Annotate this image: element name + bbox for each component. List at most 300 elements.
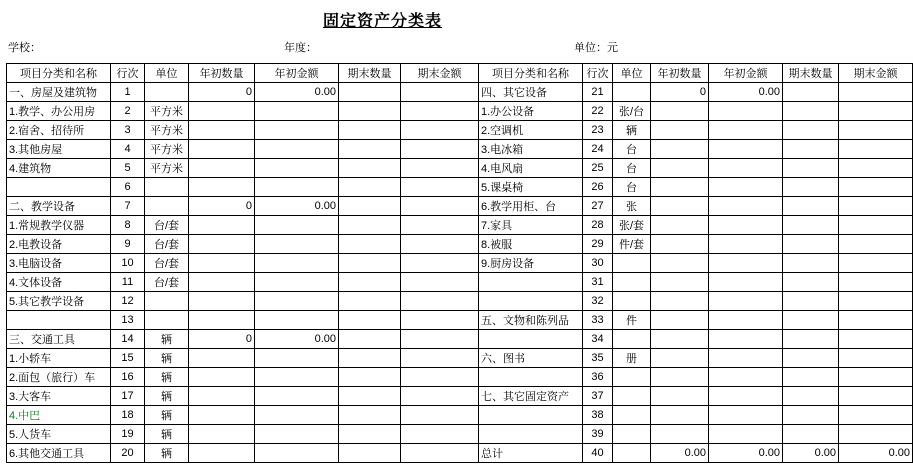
- cell-left-qty-begin[interactable]: [189, 102, 255, 121]
- cell-right-name[interactable]: 3.电冰箱: [479, 140, 583, 159]
- cell-right-unit[interactable]: 件/套: [613, 235, 651, 254]
- cell-left-unit[interactable]: 台/套: [145, 273, 189, 292]
- cell-right-amount-end[interactable]: [839, 273, 913, 292]
- cell-left-qty-begin[interactable]: [189, 311, 255, 330]
- cell-right-amount-begin[interactable]: [709, 406, 783, 425]
- cell-right-qty-begin[interactable]: [651, 349, 709, 368]
- cell-left-qty-end[interactable]: [339, 444, 401, 463]
- cell-left-unit[interactable]: [145, 83, 189, 102]
- cell-right-rank[interactable]: 28: [583, 216, 613, 235]
- cell-left-amount-end[interactable]: [401, 197, 479, 216]
- cell-right-name[interactable]: [479, 330, 583, 349]
- cell-right-amount-end[interactable]: [839, 140, 913, 159]
- cell-right-unit[interactable]: [613, 292, 651, 311]
- cell-left-amount-begin[interactable]: [255, 178, 339, 197]
- cell-right-qty-begin[interactable]: [651, 140, 709, 159]
- cell-right-qty-end[interactable]: [783, 406, 839, 425]
- cell-left-rank[interactable]: 9: [111, 235, 145, 254]
- cell-left-name[interactable]: 1.教学、办公用房: [7, 102, 111, 121]
- cell-left-unit[interactable]: 平方米: [145, 159, 189, 178]
- cell-left-qty-begin[interactable]: [189, 254, 255, 273]
- cell-left-rank[interactable]: 10: [111, 254, 145, 273]
- cell-left-amount-end[interactable]: [401, 292, 479, 311]
- cell-left-amount-end[interactable]: [401, 387, 479, 406]
- cell-right-unit[interactable]: 件: [613, 311, 651, 330]
- cell-left-amount-end[interactable]: [401, 273, 479, 292]
- cell-right-name[interactable]: 总计: [479, 444, 583, 463]
- cell-right-amount-end[interactable]: [839, 178, 913, 197]
- cell-right-amount-end[interactable]: [839, 121, 913, 140]
- cell-left-unit[interactable]: 辆: [145, 368, 189, 387]
- cell-right-amount-begin[interactable]: [709, 311, 783, 330]
- cell-left-unit[interactable]: 台/套: [145, 216, 189, 235]
- cell-left-amount-begin[interactable]: [255, 235, 339, 254]
- cell-left-qty-begin[interactable]: [189, 425, 255, 444]
- cell-right-amount-begin[interactable]: [709, 121, 783, 140]
- cell-left-name[interactable]: [7, 178, 111, 197]
- cell-right-rank[interactable]: 33: [583, 311, 613, 330]
- cell-right-name[interactable]: 六、图书: [479, 349, 583, 368]
- cell-right-qty-begin[interactable]: [651, 197, 709, 216]
- cell-left-qty-end[interactable]: [339, 235, 401, 254]
- cell-right-qty-end[interactable]: [783, 140, 839, 159]
- fixed-assets-table: [6, 63, 913, 463]
- cell-right-amount-end[interactable]: [839, 216, 913, 235]
- cell-left-amount-begin[interactable]: 0.00: [255, 330, 339, 349]
- cell-left-qty-end[interactable]: [339, 406, 401, 425]
- cell-right-amount-end[interactable]: [839, 330, 913, 349]
- cell-right-rank[interactable]: 27: [583, 197, 613, 216]
- cell-right-name[interactable]: 6.教学用柜、台: [479, 197, 583, 216]
- cell-left-rank[interactable]: 5: [111, 159, 145, 178]
- cell-left-name[interactable]: 5.人货车: [7, 425, 111, 444]
- cell-left-unit[interactable]: 平方米: [145, 121, 189, 140]
- cell-left-amount-end[interactable]: [401, 425, 479, 444]
- cell-right-name[interactable]: 7.家具: [479, 216, 583, 235]
- cell-right-name[interactable]: 5.课桌椅: [479, 178, 583, 197]
- cell-left-qty-begin[interactable]: [189, 387, 255, 406]
- cell-right-amount-begin[interactable]: [709, 292, 783, 311]
- cell-right-qty-begin[interactable]: [651, 178, 709, 197]
- cell-left-rank[interactable]: 13: [111, 311, 145, 330]
- cell-left-amount-end[interactable]: [401, 254, 479, 273]
- cell-right-amount-end[interactable]: [839, 292, 913, 311]
- cell-right-name[interactable]: 8.被服: [479, 235, 583, 254]
- cell-left-amount-begin[interactable]: [255, 254, 339, 273]
- cell-right-name[interactable]: [479, 406, 583, 425]
- cell-left-amount-begin[interactable]: [255, 406, 339, 425]
- cell-right-rank[interactable]: 30: [583, 254, 613, 273]
- cell-left-name[interactable]: 3.大客车: [7, 387, 111, 406]
- cell-right-qty-end[interactable]: [783, 425, 839, 444]
- cell-right-rank[interactable]: 23: [583, 121, 613, 140]
- cell-left-name[interactable]: 4.中巴: [7, 406, 111, 425]
- cell-right-unit[interactable]: [613, 330, 651, 349]
- cell-right-rank[interactable]: 22: [583, 102, 613, 121]
- cell-right-qty-begin[interactable]: [651, 292, 709, 311]
- cell-left-amount-begin[interactable]: [255, 444, 339, 463]
- cell-left-qty-begin[interactable]: 0: [189, 83, 255, 102]
- cell-right-amount-begin[interactable]: [709, 330, 783, 349]
- cell-right-rank[interactable]: 39: [583, 425, 613, 444]
- cell-left-name[interactable]: 2.电教设备: [7, 235, 111, 254]
- cell-right-unit[interactable]: [613, 83, 651, 102]
- cell-left-qty-begin[interactable]: [189, 292, 255, 311]
- table-row: [7, 254, 913, 273]
- cell-left-rank[interactable]: 6: [111, 178, 145, 197]
- cell-left-qty-begin[interactable]: 0: [189, 197, 255, 216]
- cell-left-rank[interactable]: 17: [111, 387, 145, 406]
- table-row: [7, 178, 913, 197]
- cell-left-amount-begin[interactable]: [255, 273, 339, 292]
- cell-left-qty-begin[interactable]: [189, 406, 255, 425]
- cell-right-rank[interactable]: 34: [583, 330, 613, 349]
- cell-left-qty-end[interactable]: [339, 349, 401, 368]
- header-right-qty-end: 期末数量: [783, 64, 839, 83]
- cell-right-amount-end[interactable]: [839, 387, 913, 406]
- cell-left-rank[interactable]: 11: [111, 273, 145, 292]
- cell-right-unit[interactable]: [613, 425, 651, 444]
- cell-right-unit[interactable]: 张: [613, 197, 651, 216]
- cell-left-qty-end[interactable]: [339, 83, 401, 102]
- cell-left-name[interactable]: 1.常规教学仪器: [7, 216, 111, 235]
- cell-left-name[interactable]: 4.建筑物: [7, 159, 111, 178]
- cell-left-qty-end[interactable]: [339, 178, 401, 197]
- cell-right-name[interactable]: 四、其它设备: [479, 83, 583, 102]
- cell-right-unit[interactable]: [613, 406, 651, 425]
- table-row: [7, 349, 913, 368]
- cell-right-amount-end[interactable]: [839, 254, 913, 273]
- cell-left-amount-begin[interactable]: [255, 121, 339, 140]
- cell-right-amount-begin[interactable]: [709, 102, 783, 121]
- cell-right-name[interactable]: [479, 425, 583, 444]
- cell-left-amount-begin[interactable]: [255, 159, 339, 178]
- header-right-qty-begin: 年初数量: [651, 64, 709, 83]
- cell-right-amount-begin[interactable]: [709, 159, 783, 178]
- header-right-unit: 单位: [613, 64, 651, 83]
- cell-right-qty-end[interactable]: [783, 368, 839, 387]
- cell-left-rank[interactable]: 1: [111, 83, 145, 102]
- cell-left-rank[interactable]: 19: [111, 425, 145, 444]
- cell-right-amount-end[interactable]: [839, 159, 913, 178]
- cell-left-unit[interactable]: 辆: [145, 425, 189, 444]
- cell-right-unit[interactable]: 台: [613, 159, 651, 178]
- cell-left-qty-end[interactable]: [339, 292, 401, 311]
- cell-left-unit[interactable]: 平方米: [145, 102, 189, 121]
- cell-left-unit[interactable]: 辆: [145, 387, 189, 406]
- cell-right-unit[interactable]: [613, 444, 651, 463]
- cell-left-amount-end[interactable]: [401, 121, 479, 140]
- cell-left-qty-begin[interactable]: [189, 178, 255, 197]
- cell-right-unit[interactable]: 辆: [613, 121, 651, 140]
- cell-left-rank[interactable]: 20: [111, 444, 145, 463]
- cell-left-amount-end[interactable]: [401, 102, 479, 121]
- cell-right-qty-begin[interactable]: [651, 406, 709, 425]
- cell-right-qty-begin[interactable]: [651, 368, 709, 387]
- cell-right-unit[interactable]: [613, 273, 651, 292]
- cell-right-name[interactable]: [479, 292, 583, 311]
- cell-right-name[interactable]: 五、文物和陈列品: [479, 311, 583, 330]
- cell-right-amount-begin[interactable]: [709, 254, 783, 273]
- cell-left-rank[interactable]: 18: [111, 406, 145, 425]
- cell-left-unit[interactable]: 台/套: [145, 254, 189, 273]
- cell-left-qty-end[interactable]: [339, 425, 401, 444]
- cell-left-amount-end[interactable]: [401, 406, 479, 425]
- cell-right-rank[interactable]: 21: [583, 83, 613, 102]
- cell-right-amount-end[interactable]: [839, 406, 913, 425]
- cell-right-qty-end[interactable]: [783, 83, 839, 102]
- cell-right-qty-begin[interactable]: [651, 311, 709, 330]
- cell-right-qty-begin[interactable]: [651, 387, 709, 406]
- cell-left-unit[interactable]: 台/套: [145, 235, 189, 254]
- cell-left-unit[interactable]: 辆: [145, 406, 189, 425]
- cell-left-name[interactable]: 4.文体设备: [7, 273, 111, 292]
- cell-right-amount-begin[interactable]: 0.00: [709, 83, 783, 102]
- header-right-amount-begin: 年初金额: [709, 64, 783, 83]
- cell-right-rank[interactable]: 35: [583, 349, 613, 368]
- cell-left-qty-end[interactable]: [339, 216, 401, 235]
- cell-right-qty-begin[interactable]: [651, 254, 709, 273]
- cell-right-name[interactable]: 4.电风扇: [479, 159, 583, 178]
- cell-right-rank[interactable]: 32: [583, 292, 613, 311]
- table-row: [7, 140, 913, 159]
- cell-right-rank[interactable]: 36: [583, 368, 613, 387]
- cell-right-unit[interactable]: 台: [613, 178, 651, 197]
- cell-right-qty-end[interactable]: 0.00: [783, 444, 839, 463]
- cell-left-amount-end[interactable]: [401, 349, 479, 368]
- cell-right-amount-end[interactable]: [839, 311, 913, 330]
- cell-left-amount-begin[interactable]: [255, 349, 339, 368]
- cell-right-qty-begin[interactable]: [651, 273, 709, 292]
- cell-left-amount-end[interactable]: [401, 235, 479, 254]
- cell-left-qty-end[interactable]: [339, 387, 401, 406]
- cell-right-name[interactable]: [479, 273, 583, 292]
- table-row: [7, 330, 913, 349]
- cell-left-name[interactable]: 3.其他房屋: [7, 140, 111, 159]
- cell-right-amount-begin[interactable]: [709, 140, 783, 159]
- meta-school-label: 学校：: [8, 42, 41, 54]
- cell-left-amount-begin[interactable]: 0.00: [255, 197, 339, 216]
- cell-right-name[interactable]: 七、其它固定资产: [479, 387, 583, 406]
- cell-left-unit[interactable]: 辆: [145, 444, 189, 463]
- cell-left-amount-end[interactable]: [401, 178, 479, 197]
- cell-right-rank[interactable]: 31: [583, 273, 613, 292]
- cell-right-amount-begin[interactable]: [709, 178, 783, 197]
- cell-right-unit[interactable]: 册: [613, 349, 651, 368]
- cell-right-rank[interactable]: 25: [583, 159, 613, 178]
- cell-left-amount-begin[interactable]: [255, 387, 339, 406]
- cell-left-amount-begin[interactable]: [255, 311, 339, 330]
- cell-right-qty-end[interactable]: [783, 349, 839, 368]
- cell-left-unit[interactable]: 辆: [145, 330, 189, 349]
- cell-right-amount-begin[interactable]: [709, 235, 783, 254]
- cell-left-rank[interactable]: 16: [111, 368, 145, 387]
- cell-left-rank[interactable]: 4: [111, 140, 145, 159]
- cell-right-rank[interactable]: 26: [583, 178, 613, 197]
- cell-left-amount-end[interactable]: [401, 216, 479, 235]
- cell-left-name[interactable]: 2.面包（旅行）车: [7, 368, 111, 387]
- cell-right-amount-end[interactable]: [839, 102, 913, 121]
- cell-right-amount-begin[interactable]: [709, 349, 783, 368]
- cell-left-amount-begin[interactable]: [255, 368, 339, 387]
- cell-left-qty-begin[interactable]: [189, 444, 255, 463]
- cell-left-unit[interactable]: [145, 178, 189, 197]
- cell-right-qty-end[interactable]: [783, 178, 839, 197]
- cell-right-qty-end[interactable]: [783, 159, 839, 178]
- cell-right-amount-end[interactable]: [839, 235, 913, 254]
- header-left-rank: 行次: [111, 64, 145, 83]
- cell-left-unit[interactable]: [145, 292, 189, 311]
- cell-right-name[interactable]: 1.办公设备: [479, 102, 583, 121]
- cell-right-qty-begin[interactable]: [651, 425, 709, 444]
- cell-left-qty-end[interactable]: [339, 254, 401, 273]
- cell-left-name[interactable]: 二、教学设备: [7, 197, 111, 216]
- cell-left-rank[interactable]: 15: [111, 349, 145, 368]
- cell-left-qty-begin[interactable]: [189, 159, 255, 178]
- cell-right-unit[interactable]: [613, 254, 651, 273]
- cell-left-name[interactable]: 1.小轿车: [7, 349, 111, 368]
- cell-left-name[interactable]: 2.宿舍、招待所: [7, 121, 111, 140]
- cell-left-amount-begin[interactable]: [255, 140, 339, 159]
- cell-right-amount-begin[interactable]: 0.00: [709, 444, 783, 463]
- cell-left-amount-begin[interactable]: 0.00: [255, 83, 339, 102]
- cell-right-unit[interactable]: [613, 368, 651, 387]
- cell-left-amount-end[interactable]: [401, 444, 479, 463]
- cell-right-amount-end[interactable]: [839, 197, 913, 216]
- cell-right-qty-end[interactable]: [783, 273, 839, 292]
- cell-left-qty-end[interactable]: [339, 121, 401, 140]
- cell-left-amount-begin[interactable]: [255, 216, 339, 235]
- cell-left-qty-begin[interactable]: [189, 121, 255, 140]
- cell-left-amount-begin[interactable]: [255, 425, 339, 444]
- cell-left-amount-end[interactable]: [401, 368, 479, 387]
- cell-right-rank[interactable]: 29: [583, 235, 613, 254]
- cell-left-qty-end[interactable]: [339, 159, 401, 178]
- cell-left-unit[interactable]: 平方米: [145, 140, 189, 159]
- table-row: [7, 83, 913, 102]
- cell-right-rank[interactable]: 24: [583, 140, 613, 159]
- cell-left-rank[interactable]: 14: [111, 330, 145, 349]
- cell-left-qty-end[interactable]: [339, 273, 401, 292]
- page-title: 固定资产分类表: [322, 13, 442, 30]
- cell-right-qty-end[interactable]: [783, 102, 839, 121]
- cell-right-qty-end[interactable]: [783, 292, 839, 311]
- cell-right-qty-begin[interactable]: [651, 159, 709, 178]
- cell-left-amount-end[interactable]: [401, 330, 479, 349]
- cell-right-unit[interactable]: 张/套: [613, 216, 651, 235]
- cell-left-qty-end[interactable]: [339, 140, 401, 159]
- cell-left-amount-end[interactable]: [401, 83, 479, 102]
- cell-left-qty-end[interactable]: [339, 102, 401, 121]
- cell-right-amount-begin[interactable]: [709, 216, 783, 235]
- cell-left-name[interactable]: 一、房屋及建筑物: [7, 83, 111, 102]
- cell-left-name[interactable]: 5.其它教学设备: [7, 292, 111, 311]
- cell-left-rank[interactable]: 3: [111, 121, 145, 140]
- cell-left-qty-begin[interactable]: [189, 216, 255, 235]
- cell-left-qty-end[interactable]: [339, 197, 401, 216]
- cell-left-rank[interactable]: 7: [111, 197, 145, 216]
- table-row: [7, 121, 913, 140]
- cell-right-name[interactable]: 9.厨房设备: [479, 254, 583, 273]
- cell-right-qty-end[interactable]: [783, 330, 839, 349]
- cell-right-qty-begin[interactable]: [651, 121, 709, 140]
- cell-right-amount-end[interactable]: [839, 83, 913, 102]
- cell-right-rank[interactable]: 40: [583, 444, 613, 463]
- cell-left-qty-begin[interactable]: [189, 349, 255, 368]
- cell-left-qty-end[interactable]: [339, 368, 401, 387]
- header-right-name: 项目分类和名称: [479, 64, 583, 83]
- table-row: [7, 292, 913, 311]
- cell-left-qty-begin[interactable]: [189, 140, 255, 159]
- cell-right-qty-end[interactable]: [783, 197, 839, 216]
- cell-left-amount-begin[interactable]: [255, 102, 339, 121]
- cell-right-amount-begin[interactable]: [709, 368, 783, 387]
- cell-right-unit[interactable]: [613, 387, 651, 406]
- cell-right-qty-begin[interactable]: [651, 216, 709, 235]
- cell-right-amount-begin[interactable]: [709, 273, 783, 292]
- cell-left-name[interactable]: 3.电脑设备: [7, 254, 111, 273]
- cell-right-rank[interactable]: 37: [583, 387, 613, 406]
- cell-right-qty-end[interactable]: [783, 387, 839, 406]
- cell-right-qty-begin[interactable]: 0: [651, 83, 709, 102]
- cell-left-rank[interactable]: 2: [111, 102, 145, 121]
- cell-left-unit[interactable]: [145, 197, 189, 216]
- cell-right-name[interactable]: [479, 368, 583, 387]
- cell-left-qty-begin[interactable]: [189, 235, 255, 254]
- cell-left-qty-begin[interactable]: 0: [189, 330, 255, 349]
- cell-left-amount-end[interactable]: [401, 140, 479, 159]
- cell-right-qty-begin[interactable]: [651, 235, 709, 254]
- cell-left-amount-end[interactable]: [401, 159, 479, 178]
- cell-left-name[interactable]: 6.其他交通工具: [7, 444, 111, 463]
- cell-right-qty-end[interactable]: [783, 254, 839, 273]
- table-row: [7, 387, 913, 406]
- cell-right-qty-end[interactable]: [783, 235, 839, 254]
- cell-right-unit[interactable]: 张/台: [613, 102, 651, 121]
- cell-right-qty-begin[interactable]: 0.00: [651, 444, 709, 463]
- cell-left-name[interactable]: 三、交通工具: [7, 330, 111, 349]
- cell-left-qty-begin[interactable]: [189, 273, 255, 292]
- table-row: [7, 406, 913, 425]
- cell-right-amount-end[interactable]: 0.00: [839, 444, 913, 463]
- cell-right-qty-begin[interactable]: [651, 102, 709, 121]
- cell-right-qty-end[interactable]: [783, 121, 839, 140]
- header-left-name: 项目分类和名称: [7, 64, 111, 83]
- cell-right-amount-end[interactable]: [839, 425, 913, 444]
- cell-right-qty-begin[interactable]: [651, 330, 709, 349]
- cell-right-qty-end[interactable]: [783, 216, 839, 235]
- cell-right-qty-end[interactable]: [783, 311, 839, 330]
- cell-right-amount-begin[interactable]: [709, 425, 783, 444]
- cell-right-rank[interactable]: 38: [583, 406, 613, 425]
- cell-left-amount-end[interactable]: [401, 311, 479, 330]
- cell-left-unit[interactable]: [145, 311, 189, 330]
- cell-left-name[interactable]: [7, 311, 111, 330]
- cell-right-name[interactable]: 2.空调机: [479, 121, 583, 140]
- cell-left-qty-end[interactable]: [339, 330, 401, 349]
- cell-left-rank[interactable]: 12: [111, 292, 145, 311]
- cell-right-unit[interactable]: 台: [613, 140, 651, 159]
- cell-left-qty-end[interactable]: [339, 311, 401, 330]
- cell-left-qty-begin[interactable]: [189, 368, 255, 387]
- cell-right-amount-end[interactable]: [839, 368, 913, 387]
- cell-left-unit[interactable]: 辆: [145, 349, 189, 368]
- cell-right-amount-end[interactable]: [839, 349, 913, 368]
- cell-right-amount-begin[interactable]: [709, 387, 783, 406]
- cell-left-rank[interactable]: 8: [111, 216, 145, 235]
- cell-left-amount-begin[interactable]: [255, 292, 339, 311]
- cell-right-amount-begin[interactable]: [709, 197, 783, 216]
